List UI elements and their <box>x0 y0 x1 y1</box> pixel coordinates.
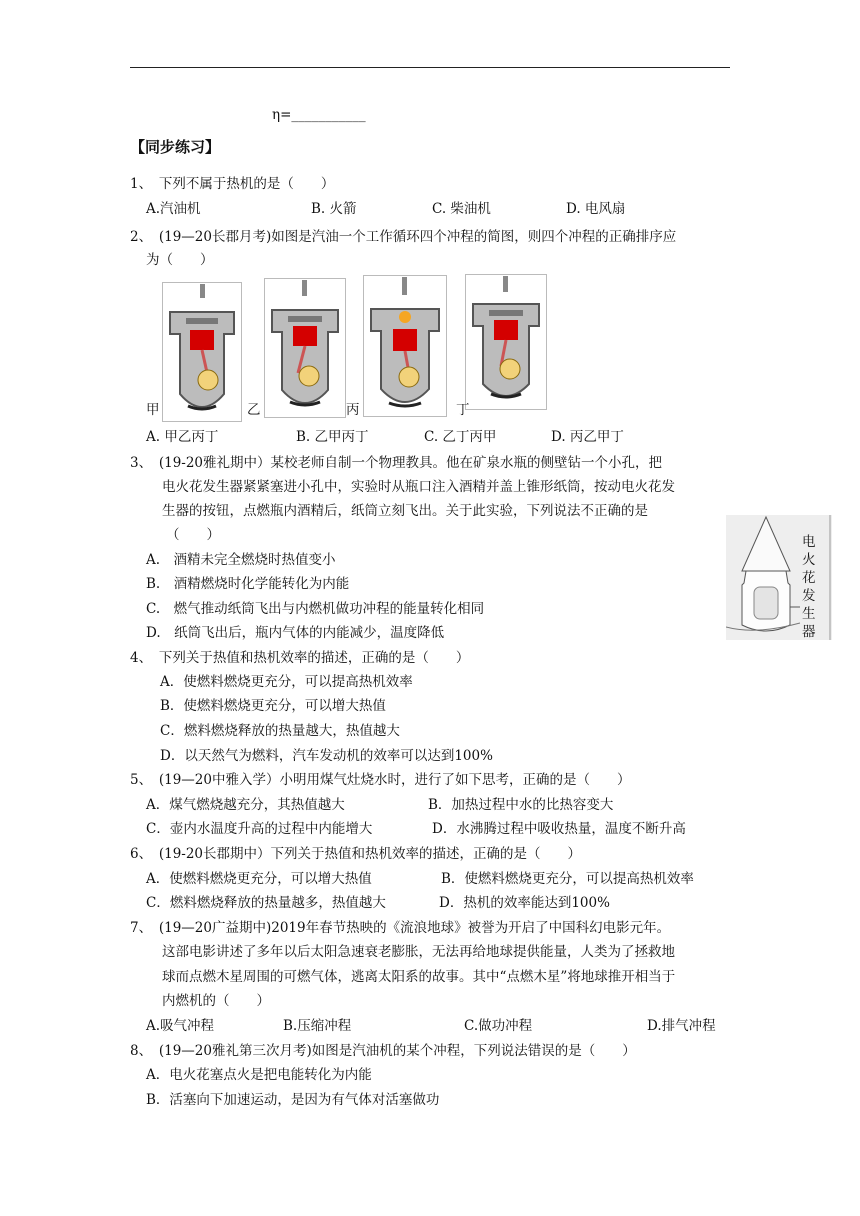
q4-option-a: A．使燃料燃烧更充分，可以提高热机效率 <box>160 674 413 690</box>
q1-option-c: C. 柴油机 <box>432 201 491 217</box>
question-8-stem: 8、 (19—20雅礼第三次月考)如图是汽油机的某个冲程，下列说法错误的是（ ） <box>130 1043 636 1059</box>
q1-option-d: D. 电风扇 <box>566 201 626 217</box>
header-rule <box>130 67 730 68</box>
engine-label-ding: 丁 <box>456 402 470 418</box>
bottle-label-2: 火 <box>802 552 816 568</box>
q4-option-c: C．燃料燃烧释放的热量越大，热值越大 <box>160 723 400 739</box>
q2-option-b: B. 乙甲丙丁 <box>296 429 369 445</box>
question-5-stem: 5、 (19—20中雅入学）小明用煤气灶烧水时，进行了如下思考，正确的是（ ） <box>130 772 631 788</box>
engine-label-bing: 丙 <box>346 402 360 418</box>
question-3-stem: 3、 (19-20雅礼期中）某校老师自制一个物理教具。他在矿泉水瓶的侧壁钻一个小孔，把 <box>130 455 663 471</box>
q2-option-a: A. 甲乙丙丁 <box>146 429 219 445</box>
q3-option-a: A. 酒精未完全燃烧时热值变小 <box>146 552 336 568</box>
engine-label-jia: 甲 <box>146 402 160 418</box>
question-2-stem: 2、 (19—20长郡月考)如图是汽油一个工作循环四个冲程的简图，则四个冲程的正确排序应 <box>130 229 677 245</box>
bottle-label-3: 花 <box>802 570 816 586</box>
q8-option-b: B．活塞向下加速运动，是因为有气体对活塞做功 <box>146 1092 440 1108</box>
question-4-stem: 4、 下列关于热值和热机效率的描述，正确的是（ ） <box>130 650 470 666</box>
bottle-label-1: 电 <box>802 534 816 550</box>
q7-option-c: C.做功冲程 <box>464 1018 533 1034</box>
q2-option-d: D. 丙乙甲丁 <box>551 429 624 445</box>
q7-option-a: A.吸气冲程 <box>146 1018 215 1034</box>
engine-diagram-bing <box>363 275 447 417</box>
q5-option-a: A．煤气燃烧越充分，其热值越大 <box>146 797 345 813</box>
question-3-stem-2: 电火花发生器紧紧塞进小孔中，实验时从瓶口注入酒精并盖上锥形纸筒，按动电火花发 <box>162 479 675 495</box>
q1-option-a: A.汽油机 <box>146 201 201 217</box>
q6-option-c: C．燃料燃烧释放的热量越多，热值越大 <box>146 895 386 911</box>
question-7-stem-2: 这部电影讲述了多年以后太阳急速衰老膨胀，无法再给地球提供能量，人类为了拯救地 <box>162 944 675 960</box>
engine-diagram-ding <box>465 274 547 410</box>
q6-option-a: A．使燃料燃烧更充分，可以增大热值 <box>146 871 372 887</box>
q5-option-d: D．水沸腾过程中吸收热量，温度不断升高 <box>432 821 686 837</box>
bottle-figure <box>726 515 832 640</box>
bottle-label-5: 生 <box>802 606 816 622</box>
q3-option-d: D. 纸筒飞出后，瓶内气体的内能减少，温度降低 <box>146 625 445 641</box>
q6-option-b: B．使燃料燃烧更充分，可以提高热机效率 <box>441 871 694 887</box>
bottle-label-6: 器 <box>802 624 816 640</box>
q5-option-b: B．加热过程中水的比热容变大 <box>428 797 614 813</box>
q6-option-d: D．热机的效率能达到100% <box>439 895 610 911</box>
q3-option-c: C. 燃气推动纸筒飞出与内燃机做功冲程的能量转化相同 <box>146 601 485 617</box>
q5-option-c: C．壶内水温度升高的过程中内能增大 <box>146 821 373 837</box>
q8-option-a: A．电火花塞点火是把电能转化为内能 <box>146 1067 372 1083</box>
question-7-stem-4: 内燃机的（ ） <box>162 993 270 1009</box>
question-3-stem-3: 生器的按钮，点燃瓶内酒精后，纸筒立刻飞出。关于此实验，下列说法不正确的是 <box>162 503 648 519</box>
q7-option-b: B.压缩冲程 <box>283 1018 352 1034</box>
q4-option-d: D．以天然气为燃料，汽车发动机的效率可以达到100% <box>160 748 493 764</box>
question-3-stem-4: （ ） <box>166 527 220 543</box>
q1-option-b: B. 火箭 <box>311 201 357 217</box>
q2-option-c: C. 乙丁丙甲 <box>424 429 497 445</box>
question-1-stem: 1、 下列不属于热机的是（ ） <box>130 176 335 192</box>
question-7-stem-3: 球而点燃木星周围的可燃气体，逃离太阳系的故事。其中“点燃木星”将地球推开相当于 <box>162 969 676 985</box>
engine-diagram-jia <box>162 282 242 422</box>
bottle-label-4: 发 <box>802 588 816 604</box>
question-7-stem: 7、 (19—20广益期中)2019年春节热映的《流浪地球》被誉为开启了中国科幻电影元年。 <box>130 920 671 936</box>
q3-option-b: B. 酒精燃烧时化学能转化为内能 <box>146 576 350 592</box>
section-title: 【同步练习】 <box>130 138 221 156</box>
question-2-stem-cont: 为（ ） <box>146 252 214 268</box>
engine-diagram-yi <box>264 278 346 418</box>
q4-option-b: B．使燃料燃烧更充分，可以增大热值 <box>160 698 386 714</box>
engine-label-yi: 乙 <box>247 402 261 418</box>
q7-option-d: D.排气冲程 <box>647 1018 716 1034</box>
efficiency-blank: η=___________ <box>272 107 366 123</box>
question-6-stem: 6、 (19-20长郡期中）下列关于热值和热机效率的描述，正确的是（ ） <box>130 846 582 862</box>
